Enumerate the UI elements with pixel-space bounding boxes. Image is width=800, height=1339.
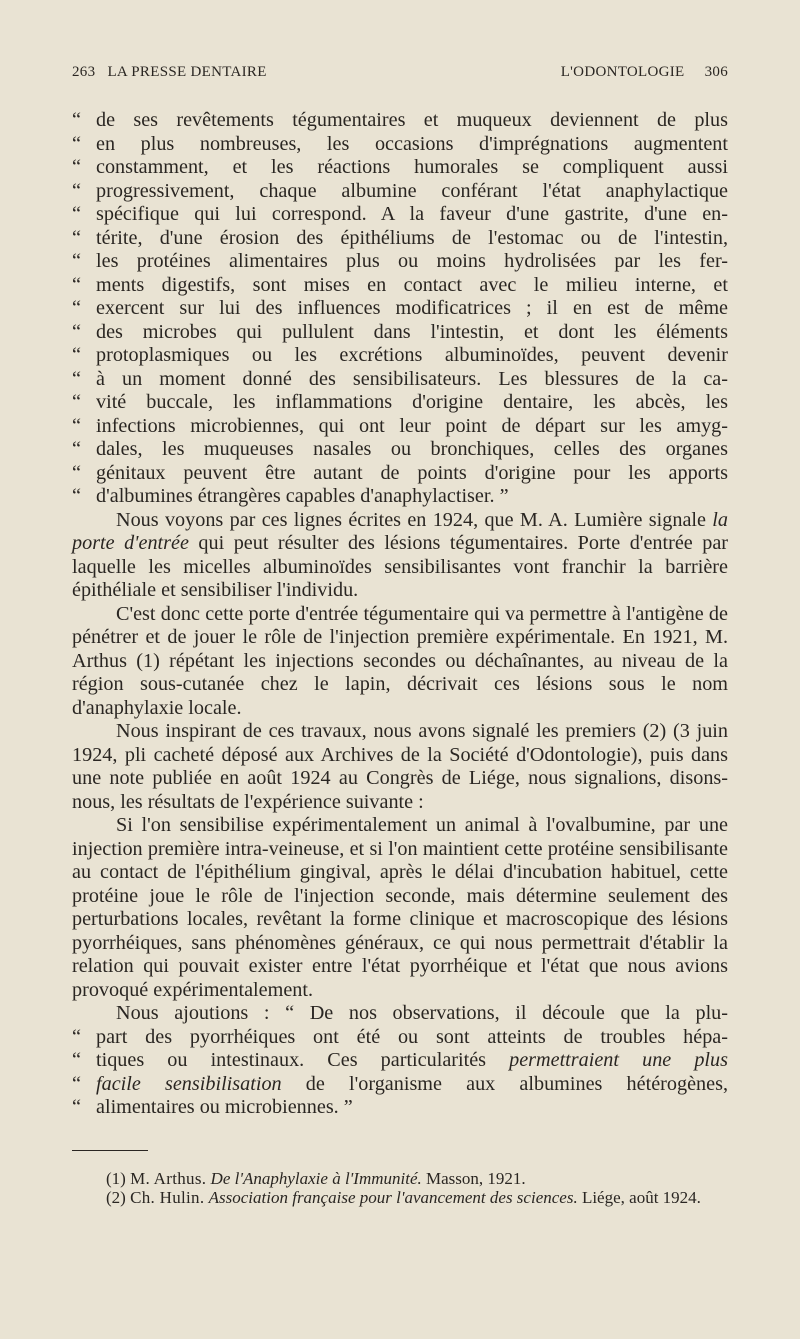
quote-mark: “ bbox=[72, 414, 81, 437]
para5-quote-line-2 bbox=[96, 1049, 728, 1073]
quote-mark: “ bbox=[72, 461, 81, 484]
footnote-1-publisher: Masson, 1921. bbox=[426, 1168, 526, 1188]
paragraph-1 bbox=[72, 509, 728, 603]
quote-line bbox=[72, 203, 728, 227]
right-page-number: 306 bbox=[704, 64, 728, 80]
quote-line bbox=[72, 250, 728, 274]
quote-line bbox=[72, 227, 728, 251]
quote-line bbox=[72, 368, 728, 392]
quote-mark: “ bbox=[72, 1072, 81, 1095]
quote-mark: “ bbox=[72, 391, 81, 413]
quote-line bbox=[72, 1049, 728, 1073]
left-journal-title: LA PRESSE DENTAIRE bbox=[107, 64, 267, 80]
quote-line bbox=[72, 156, 728, 180]
quote-line bbox=[72, 438, 728, 462]
quote-line bbox=[72, 485, 728, 509]
quote-line bbox=[72, 391, 728, 415]
quote-mark: “ bbox=[72, 226, 81, 249]
footnote-rule bbox=[72, 1150, 148, 1151]
right-journal-title: L'ODONTOLOGIE bbox=[560, 64, 685, 80]
quote-mark: “ bbox=[72, 367, 81, 390]
footnote-1-author: M. Arthus. bbox=[130, 1168, 207, 1188]
quote-mark: “ bbox=[72, 273, 81, 296]
quote-line-text: infections microbiennes, qui ont leur point de départ sur les amyg- bbox=[96, 414, 728, 437]
quote-mark: “ bbox=[72, 203, 81, 225]
quote-line bbox=[72, 344, 728, 368]
quote-line-text: à un moment donné des sensibilisateurs. Les blessures de la ca- bbox=[96, 367, 728, 390]
footnote-1-number: (1) bbox=[106, 1168, 126, 1188]
paragraph-5-first-line: Nous ajoutions : “ De nos observations, il découle que la plu- bbox=[116, 1002, 728, 1024]
quote-line bbox=[72, 133, 728, 157]
quote-mark: “ bbox=[72, 485, 81, 507]
quote-line-text: exercent sur lui des influences modificatrices ; il en est de même bbox=[96, 297, 728, 319]
quote-line-text: ments digestifs, sont mises en contact avec le milieu interne, et bbox=[96, 273, 728, 296]
body-text bbox=[72, 109, 728, 1120]
quote-line-text: en plus nombreuses, les occasions d'imprégnations augmentent bbox=[96, 132, 728, 155]
quote-line-text: vité buccale, les inflammations d'origine dentaire, les abcès, les bbox=[96, 391, 728, 413]
paragraph-3: Nous inspirant de ces travaux, nous avons signalé les premiers (2) (3 juin 1924, pli cacheté déposé aux Archives de la Société d'Odontologie), puis dans une note publiée en août 1924 au Congrès de Liége, nous signalions, disons-nous, les résultats de l'expérience suivante : bbox=[72, 720, 728, 813]
quote-mark: “ bbox=[72, 297, 81, 319]
para1-text: Nous voyons par ces lignes écrites en 1924, que M. A. Lumière signale bbox=[116, 508, 713, 531]
quote-mark: “ bbox=[72, 1025, 81, 1048]
quote-line-text: génitaux peuvent être autant de points d'origine pour les apports bbox=[96, 461, 728, 484]
quote-mark: “ bbox=[72, 109, 81, 131]
quote-line bbox=[72, 1073, 728, 1097]
footnote-2-title: Association française pour l'avancement des sciences. bbox=[208, 1187, 578, 1207]
quote-line-text: protoplasmiques ou les excrétions albuminoïdes, peuvent devenir bbox=[96, 344, 728, 366]
quote-line-text: de ses revêtements tégumentaires et muqueux deviennent de plus bbox=[96, 109, 728, 131]
running-head-left bbox=[72, 64, 275, 81]
quote-line-text: d'albumines étrangères capables d'anaphylactiser. ” bbox=[96, 485, 509, 507]
quote-line bbox=[72, 1026, 728, 1050]
quote-mark: “ bbox=[72, 344, 81, 366]
footnote-2-author: Ch. Hulin. bbox=[130, 1187, 205, 1207]
quote-block bbox=[72, 109, 728, 509]
quote-mark: “ bbox=[72, 1096, 81, 1118]
footnote-1 bbox=[72, 1169, 728, 1188]
running-head bbox=[72, 64, 728, 81]
para5-quote-line-1: part des pyorrhéiques ont été ou sont atteints de troubles hépa- bbox=[96, 1025, 728, 1048]
quote-line-text: progressivement, chaque albumine conférant l'état anaphylactique bbox=[96, 179, 728, 202]
quote-mark: “ bbox=[72, 132, 81, 155]
paragraph-2: C'est donc cette porte d'entrée tégumentaire qui va permettre à l'antigène de pénétrer et de jouer le rôle de l'injection première expérimentale. En 1921, M. Arthus (1) répétant les injections secondes ou déchaînantes, au niveau de la région sous-cutanée chez le lapin, décrivait ces lésions sous le nom d'anaphylaxie locale. bbox=[72, 602, 728, 719]
para5-quote-italic: permettraient une plus bbox=[509, 1049, 728, 1071]
quote-mark: “ bbox=[72, 250, 81, 272]
quote-mark: “ bbox=[72, 1049, 81, 1071]
running-head-right bbox=[561, 64, 728, 81]
quote-mark: “ bbox=[72, 179, 81, 202]
paragraph-4: Si l'on sensibilise expérimentalement un animal à l'ovalbumine, par une injection première intra-veineuse, et si l'on maintient cette protéine sensibilisante au contact de l'épithélium gingival, après le délai d'incubation habituel, cette protéine joue le rôle de l'injection seconde, mais détermine seulement des perturbations locales, revêtant la forme clinique et macroscopique des lésions pyorrhéiques, sans phénomènes généraux, ce qui nous permettrait d'établir la relation qui pouvait exister entre l'état pyorrhéique et l'état que nous avions provoqué expérimentalement. bbox=[72, 814, 728, 1001]
left-page-number: 263 bbox=[72, 64, 96, 80]
quote-line-text: des microbes qui pullulent dans l'intestin, et dont les éléments bbox=[96, 320, 728, 343]
para5-quote-line-4: alimentaires ou microbiennes. ” bbox=[96, 1096, 353, 1118]
footnote-2-place-date: Liége, août 1924. bbox=[581, 1187, 701, 1207]
quote-mark: “ bbox=[72, 156, 81, 178]
para5-quote-text: tiques ou intestinaux. Ces particularités bbox=[96, 1049, 510, 1071]
quote-mark: “ bbox=[72, 438, 81, 460]
quote-mark: “ bbox=[72, 320, 81, 343]
quote-line bbox=[72, 180, 728, 204]
quote-line-text: les protéines alimentaires plus ou moins hydrolisées par les fer- bbox=[96, 250, 728, 272]
quote-line-text: dales, les muqueuses nasales ou bronchiques, celles des organes bbox=[96, 438, 728, 460]
para1-text-end: qui peut résulter des lésions tégumentaires. Porte d'entrée par laquelle les micelles albuminoïdes sensibilisantes vont franchir la barrière épithéliale et sensibiliser l'individu. bbox=[72, 532, 729, 601]
footnote-2-number: (2) bbox=[106, 1187, 126, 1207]
quote-line-text: constamment, et les réactions humorales se compliquent aussi bbox=[96, 156, 728, 178]
quote-line bbox=[72, 321, 728, 345]
para5-quote-line-3 bbox=[96, 1073, 728, 1097]
para5-quote-italic-2: facile sensibilisation bbox=[96, 1072, 282, 1095]
footnote-2 bbox=[72, 1188, 728, 1207]
quote-line bbox=[72, 1096, 728, 1120]
quote-line bbox=[72, 274, 728, 298]
quote-line bbox=[72, 109, 728, 133]
para5-quote-text-2: de l'organisme aux albumines hétérogènes, bbox=[281, 1072, 728, 1095]
quote-line bbox=[72, 297, 728, 321]
footnote-1-title: De l'Anaphylaxie à l'Immunité. bbox=[210, 1168, 422, 1188]
quote-line-text: térite, d'une érosion des épithéliums de l'estomac ou de l'intestin, bbox=[96, 226, 728, 249]
quote-line-text: spécifique qui lui correspond. A la faveur d'une gastrite, d'une en- bbox=[96, 203, 728, 225]
quote-line bbox=[72, 462, 728, 486]
quote-line bbox=[72, 415, 728, 439]
para1-italic: la porte d'entrée bbox=[72, 508, 728, 554]
